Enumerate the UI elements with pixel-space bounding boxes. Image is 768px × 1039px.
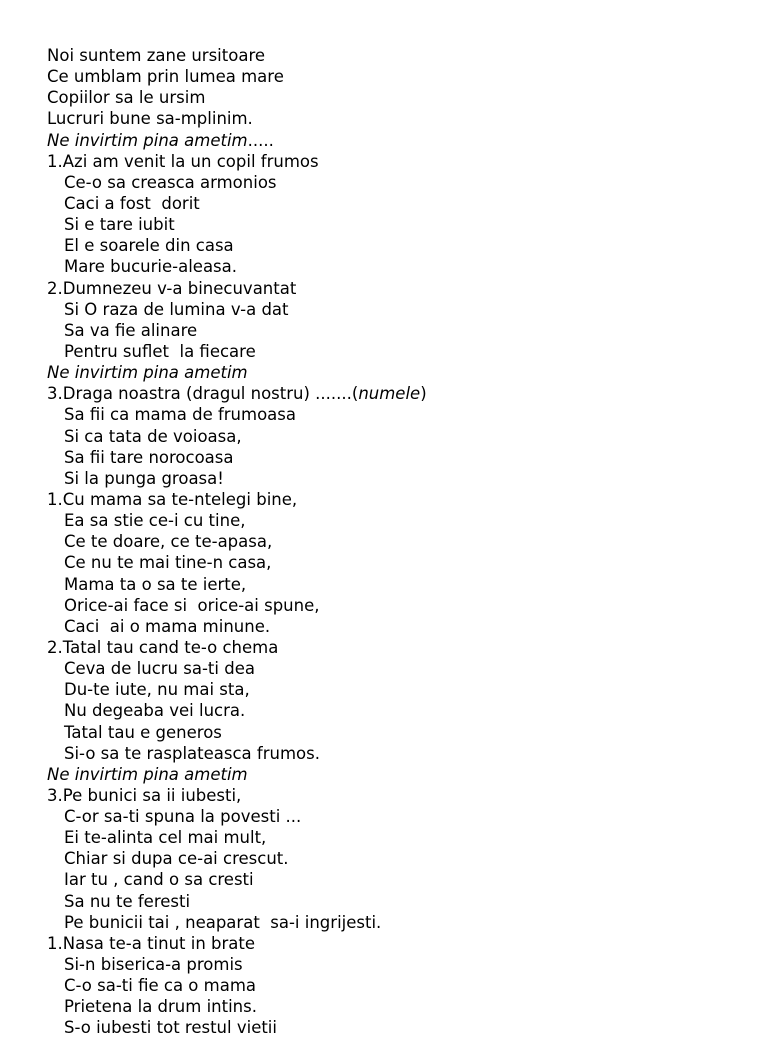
refrain-line: Ne invirtim pina ametim bbox=[47, 764, 248, 784]
poem-line: Pe bunicii tai , neaparat sa-i ingrijesti. bbox=[64, 912, 382, 932]
poem-line bbox=[47, 383, 427, 404]
poem-line: 2.Dumnezeu v-a binecuvantat bbox=[47, 278, 297, 298]
poem-line: C-or sa-ti spuna la povesti ... bbox=[64, 807, 302, 827]
poem-line: Si ca tata de voioasa, bbox=[64, 426, 242, 446]
poem-line: Ceva de lucru sa-ti dea bbox=[64, 659, 255, 679]
ellipsis: ..... bbox=[247, 130, 274, 150]
poem-line: Iar tu , cand o sa cresti bbox=[64, 870, 254, 890]
poem-line: Ce te doare, ce te-apasa, bbox=[64, 532, 273, 552]
poem-line: Noi suntem zane ursitoare bbox=[47, 46, 266, 65]
poem-line: Mama ta o sa te ierte, bbox=[64, 574, 247, 594]
name-placeholder: numele bbox=[358, 384, 421, 404]
poem-line: El e soarele din casa bbox=[64, 236, 234, 256]
poem-line: Nu degeaba vei lucra. bbox=[64, 701, 246, 721]
poem-line: Du-te iute, nu mai sta, bbox=[64, 680, 250, 700]
poem-line: Si e tare iubit bbox=[64, 215, 175, 235]
poem-text bbox=[47, 45, 427, 1039]
poem-line: Ce-o sa creasca armonios bbox=[64, 172, 277, 192]
poem-line: Pentru suflet la fiecare bbox=[64, 341, 256, 361]
poem-line: Caci a fost dorit bbox=[64, 193, 200, 213]
refrain-line: Ne invirtim pina ametim bbox=[47, 363, 248, 383]
poem-line: Si O raza de lumina v-a dat bbox=[64, 299, 289, 319]
poem-line: Sa fii ca mama de frumoasa bbox=[64, 405, 296, 425]
poem-line: Sa nu te feresti bbox=[64, 891, 191, 911]
poem-line: Lucruri bune sa-mplinim. bbox=[47, 109, 253, 129]
poem-line: S-o iubesti tot restul vietii bbox=[64, 1018, 277, 1038]
poem-line: C-o sa-ti fie ca o mama bbox=[64, 976, 257, 996]
poem-line: Si la punga groasa! bbox=[64, 468, 224, 488]
poem-line: 1.Azi am venit la un copil frumos bbox=[47, 151, 319, 171]
poem-line: Ce umblam prin lumea mare bbox=[47, 67, 284, 87]
refrain-text: Ne invirtim pina ametim bbox=[47, 130, 248, 150]
poem-line: Si-o sa te rasplateasca frumos. bbox=[64, 743, 320, 763]
poem-line: Caci ai o mama minune. bbox=[64, 616, 271, 636]
poem-line: Chiar si dupa ce-ai crescut. bbox=[64, 849, 289, 869]
poem-line: 1.Nasa te-a tinut in brate bbox=[47, 933, 256, 953]
poem-line: 2.Tatal tau cand te-o chema bbox=[47, 637, 279, 657]
poem-line: Ei te-alinta cel mai mult, bbox=[64, 828, 267, 848]
poem-line: Ea sa stie ce-i cu tine, bbox=[64, 511, 246, 531]
poem-line: Ce nu te mai tine-n casa, bbox=[64, 553, 272, 573]
poem-line: Mare bucurie-aleasa. bbox=[64, 257, 238, 277]
poem-line: Sa va fie alinare bbox=[64, 320, 198, 340]
closing-paren: ) bbox=[420, 384, 427, 404]
poem-line: Sa fii tare norocoasa bbox=[64, 447, 234, 467]
poem-line: 3.Pe bunici sa ii iubesti, bbox=[47, 785, 242, 805]
poem-line: Copiilor sa le ursim bbox=[47, 88, 206, 108]
refrain-line bbox=[47, 130, 427, 151]
poem-line: 1.Cu mama sa te-ntelegi bine, bbox=[47, 489, 298, 509]
poem-line: Tatal tau e generos bbox=[64, 722, 222, 742]
line-text: 3.Draga noastra (dragul nostru) .......( bbox=[47, 384, 359, 404]
poem-line: Orice-ai face si orice-ai spune, bbox=[64, 595, 320, 615]
poem-line: Prietena la drum intins. bbox=[64, 997, 257, 1017]
poem-line: Si-n biserica-a promis bbox=[64, 955, 243, 975]
